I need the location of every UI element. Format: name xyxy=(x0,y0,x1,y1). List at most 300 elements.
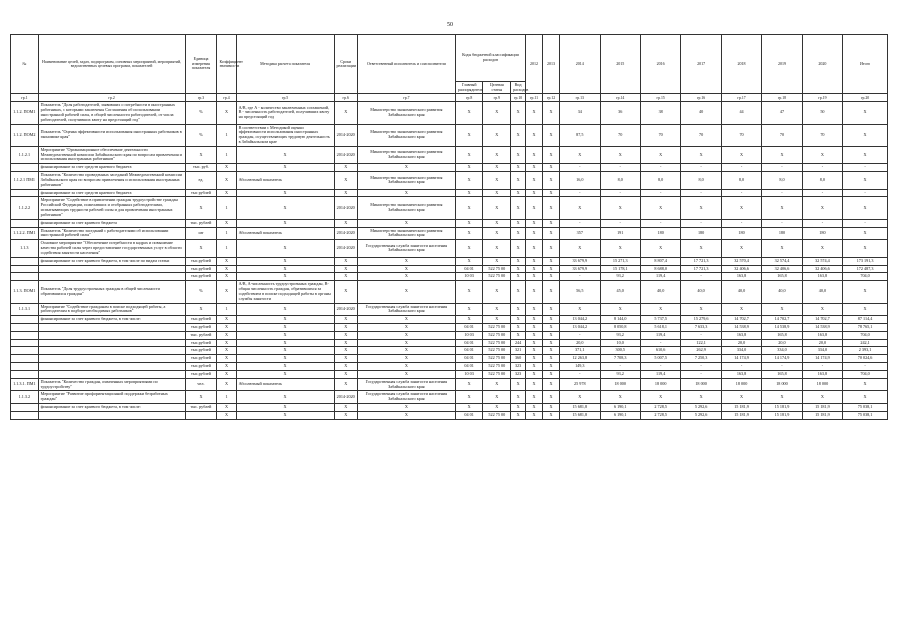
table-cell: Х xyxy=(762,240,802,257)
table-cell: Х xyxy=(526,257,543,265)
table-cell: Х xyxy=(334,172,357,189)
table-cell: 8,0 xyxy=(762,172,802,189)
column-number: гр.8 xyxy=(455,94,483,102)
table-cell: Х xyxy=(217,265,236,273)
table-cell: Х xyxy=(217,339,236,347)
table-cell xyxy=(11,339,39,347)
table-cell: 32 406,6 xyxy=(802,265,842,273)
table-cell: Х xyxy=(357,281,455,303)
table-cell: Х xyxy=(843,124,888,146)
table-cell: 704,0 xyxy=(843,273,888,281)
table-cell: Х xyxy=(236,257,334,265)
table-row xyxy=(11,197,888,219)
table-cell: Х xyxy=(526,146,543,163)
table-row xyxy=(11,273,888,281)
table-cell: Мероприятие "Содействие в привлечении граждан трудоустройстве граждан Российской Федерации, пожелавших и отобранных работодателями, испытывающих трудности рабочей силы и для привлечения иностранных работников" xyxy=(38,197,185,219)
header-main-manager: Главный распорядитель xyxy=(455,82,483,94)
table-cell: 15 279,6 xyxy=(681,316,721,324)
table-cell xyxy=(11,331,39,339)
table-cell: 5 618,1 xyxy=(640,324,680,332)
table-row xyxy=(11,355,888,363)
table-cell: Х xyxy=(483,146,511,163)
table-cell: 2 393,1 xyxy=(843,347,888,355)
table-cell: 2 728,5 xyxy=(640,404,680,412)
table-cell: - xyxy=(560,370,600,378)
column-number: гр.19 xyxy=(802,94,842,102)
table-cell: - xyxy=(600,164,640,172)
table-cell: Х xyxy=(843,146,888,163)
table-cell: 04 01 xyxy=(455,347,483,355)
table-cell: Х xyxy=(511,102,526,124)
table-cell: 87 114,4 xyxy=(843,316,888,324)
table-cell: Х xyxy=(543,411,560,419)
table-cell: % xyxy=(185,102,217,124)
table-row xyxy=(11,164,888,172)
table-cell: Х xyxy=(455,146,483,163)
column-number: гр.1 xyxy=(11,94,39,102)
table-cell: - xyxy=(681,370,721,378)
table-cell: 1 xyxy=(217,124,236,146)
table-cell: 1.1.2.1 xyxy=(11,146,39,163)
table-cell: - xyxy=(640,363,680,371)
table-cell: 1 xyxy=(217,197,236,219)
table-cell: 14 538,9 xyxy=(762,324,802,332)
column-number: гр.16 xyxy=(681,94,721,102)
table-cell: Х xyxy=(526,265,543,273)
table-cell: Х xyxy=(357,324,455,332)
table-cell: Государственная служба занятости населения Забайкальского края xyxy=(357,303,455,316)
table-cell: Х xyxy=(543,404,560,412)
table-cell: 15 178,1 xyxy=(600,265,640,273)
table-cell: 165,8 xyxy=(762,331,802,339)
table-cell: Мероприятие "Организационное обеспечение деятельности Межведомственной комиссии Забайкальского края по вопросам привлечения и использования иностранных работников" xyxy=(38,146,185,163)
table-cell xyxy=(11,219,39,227)
table-cell: 1.1.2. ПОМ2 xyxy=(11,124,39,146)
table-cell: 2014-2020 xyxy=(334,146,357,163)
table-cell: 149,3 xyxy=(560,363,600,371)
table-cell: Х xyxy=(455,197,483,219)
table-cell xyxy=(38,355,185,363)
table-cell: 10 03 xyxy=(455,273,483,281)
table-cell: Х xyxy=(511,257,526,265)
table-cell: Х xyxy=(600,240,640,257)
table-cell: Х xyxy=(483,227,511,240)
table-cell: Х xyxy=(843,378,888,391)
table-cell xyxy=(11,324,39,332)
table-cell: 119,4 xyxy=(640,273,680,281)
table-cell: 70 xyxy=(681,124,721,146)
table-cell: Х xyxy=(236,303,334,316)
table-cell: Х xyxy=(526,391,543,404)
table-cell: 75 038,1 xyxy=(843,404,888,412)
table-row xyxy=(11,172,888,189)
table-cell: 25 978 xyxy=(560,378,600,391)
table-cell: 12 263,8 xyxy=(560,355,600,363)
table-cell xyxy=(185,411,217,419)
table-row xyxy=(11,219,888,227)
table-cell xyxy=(11,411,39,419)
table-cell: Х xyxy=(236,164,334,172)
table-cell: тыс.рублей xyxy=(185,324,217,332)
table-cell: Х xyxy=(236,339,334,347)
table-cell xyxy=(11,265,39,273)
table-cell: 165,8 xyxy=(762,370,802,378)
table-cell: 122,1 xyxy=(681,339,721,347)
table-cell: Х xyxy=(455,257,483,265)
table-cell: Мероприятие "Развитие профориентационной поддержки безработных граждан" xyxy=(38,391,185,404)
table-cell: Х xyxy=(455,378,483,391)
table-cell xyxy=(38,324,185,332)
table-cell: Х xyxy=(511,378,526,391)
table-cell: 13 044,2 xyxy=(560,316,600,324)
table-cell: Х xyxy=(236,363,334,371)
table-cell: 70 024,6 xyxy=(843,355,888,363)
table-cell: Х xyxy=(236,240,334,257)
table-cell: - xyxy=(640,339,680,347)
table-cell: Х xyxy=(526,404,543,412)
table-cell: 522 75 00 xyxy=(483,370,511,378)
header-term: Сроки реализации xyxy=(334,35,357,94)
table-cell: 10 03 xyxy=(455,370,483,378)
table-cell: Х xyxy=(543,197,560,219)
table-cell: Х xyxy=(217,219,236,227)
table-row xyxy=(11,265,888,273)
table-cell: ед. xyxy=(185,172,217,189)
table-cell: - xyxy=(600,189,640,197)
table-cell: 323 xyxy=(511,363,526,371)
program-table xyxy=(10,34,888,420)
table-cell: Х xyxy=(334,370,357,378)
table-cell: - xyxy=(640,189,680,197)
table-row xyxy=(11,370,888,378)
table-cell: Х xyxy=(511,411,526,419)
table-cell: 334,0 xyxy=(762,347,802,355)
table-cell: 5 007,5 xyxy=(640,355,680,363)
table-cell: Министерство экономического развития Забайкальского края xyxy=(357,102,455,124)
table-cell: Х xyxy=(526,370,543,378)
table-cell: Х xyxy=(511,391,526,404)
table-cell: тыс.рублей xyxy=(185,363,217,371)
table-cell: 1 xyxy=(217,240,236,257)
table-cell: А/В, где А - количество заключенных соглашений, В - численность работодателей, получивших квоту на предстоящий год xyxy=(236,102,334,124)
table-cell: 180 xyxy=(802,227,842,240)
table-cell: 32 574,4 xyxy=(802,257,842,265)
table-cell: 321 xyxy=(511,347,526,355)
table-cell: тыс.рублей xyxy=(185,355,217,363)
table-cell: Х xyxy=(483,102,511,124)
table-cell: чел. xyxy=(185,378,217,391)
table-cell: 15 181,9 xyxy=(762,411,802,419)
table-cell: Х xyxy=(357,316,455,324)
table-cell: Х xyxy=(511,124,526,146)
table-cell: 2014-2020 xyxy=(334,391,357,404)
table-cell: Х xyxy=(511,227,526,240)
table-cell: 1 xyxy=(217,146,236,163)
table-cell: 10,0 xyxy=(600,339,640,347)
table-cell: Х xyxy=(543,316,560,324)
table-cell: 14 702,7 xyxy=(762,316,802,324)
table-cell: Х xyxy=(511,240,526,257)
table-cell: 15 181,9 xyxy=(802,411,842,419)
table-cell: 8,0 xyxy=(600,172,640,189)
table-cell: 40,0 xyxy=(802,281,842,303)
table-cell: - xyxy=(843,164,888,172)
table-cell: 36 xyxy=(600,102,640,124)
table-cell: 40,0 xyxy=(681,281,721,303)
table-cell: 1.1.3. ПОМ1 xyxy=(11,281,39,303)
table-cell: 5 292,6 xyxy=(681,411,721,419)
table-cell: Х xyxy=(357,370,455,378)
table-cell: 2014-2020 xyxy=(334,303,357,316)
table-cell: Х xyxy=(236,265,334,273)
column-number: гр.4 xyxy=(217,94,236,102)
table-cell: - xyxy=(762,189,802,197)
header-total: Итого xyxy=(843,35,888,94)
table-cell: 14 538,9 xyxy=(802,324,842,332)
table-cell: Х xyxy=(357,219,455,227)
table-cell: 5 737,5 xyxy=(640,316,680,324)
table-cell: - xyxy=(681,363,721,371)
table-cell: 2014-2020 xyxy=(334,240,357,257)
table-cell: Х xyxy=(217,281,236,303)
table-cell: Х xyxy=(185,146,217,163)
table-cell: 40,0 xyxy=(640,281,680,303)
table-cell: 522 75 00 xyxy=(483,347,511,355)
table-cell: Х xyxy=(217,378,236,391)
table-cell: Х xyxy=(802,391,842,404)
table-cell: 7 250,3 xyxy=(681,355,721,363)
table-row xyxy=(11,404,888,412)
table-cell: финансирование за счет краевого бюджета, в том числе по видам статьи xyxy=(38,257,185,265)
table-row xyxy=(11,281,888,303)
table-cell: 8 807,4 xyxy=(640,257,680,265)
table-cell: А/В, А-численность трудоустроенных граждан, В-общая численность граждан, обратившихся за содействием в поиске подходящей работы в органы службы занятости xyxy=(236,281,334,303)
table-cell: 173 191,3 xyxy=(843,257,888,265)
table-cell: 70 xyxy=(640,124,680,146)
table-cell: Х xyxy=(334,257,357,265)
table-cell: 93,2 xyxy=(600,331,640,339)
table-cell: 04 01 xyxy=(455,411,483,419)
table-cell: 32 406,6 xyxy=(762,265,802,273)
table-cell: 32 570,4 xyxy=(721,257,761,265)
table-cell: 522 75 00 xyxy=(483,273,511,281)
table-cell: Х xyxy=(217,102,236,124)
table-cell: Х xyxy=(543,257,560,265)
table-cell: Х xyxy=(843,303,888,316)
table-cell: Х xyxy=(455,227,483,240)
table-row xyxy=(11,146,888,163)
table-cell: 1.1.3.1. ПМ1 xyxy=(11,378,39,391)
table-cell: 165,8 xyxy=(762,273,802,281)
table-cell: 522 75 00 xyxy=(483,339,511,347)
table-cell: тыс. рублей xyxy=(185,404,217,412)
table-cell: Х xyxy=(511,172,526,189)
header-method: Методика расчета показателя xyxy=(236,35,334,94)
table-cell: Х xyxy=(217,164,236,172)
table-cell: Показатель "Доля трудоустроенных граждан в общей численности обратившихся граждан" xyxy=(38,281,185,303)
table-cell xyxy=(11,363,39,371)
table-cell: 172 487,3 xyxy=(843,265,888,273)
table-cell xyxy=(11,273,39,281)
table-cell: Х xyxy=(455,164,483,172)
table-cell: 70 xyxy=(762,124,802,146)
table-cell: шт xyxy=(185,227,217,240)
table-cell: % xyxy=(185,281,217,303)
table-cell: 1.1.2.2. ПМ1 xyxy=(11,227,39,240)
table-cell: 1.1.2.2 xyxy=(11,197,39,219)
header-2018: 2018 xyxy=(721,35,761,94)
table-cell: 242,1 xyxy=(843,339,888,347)
table-cell: - xyxy=(681,219,721,227)
table-cell: 40,0 xyxy=(721,281,761,303)
table-cell: Х xyxy=(334,355,357,363)
column-number: гр.9 xyxy=(483,94,511,102)
table-cell: 610,6 xyxy=(640,347,680,355)
table-cell: Х xyxy=(483,240,511,257)
table-cell: Х xyxy=(681,197,721,219)
table-cell: 704,0 xyxy=(843,331,888,339)
table-cell: - xyxy=(560,164,600,172)
table-cell: 8,0 xyxy=(640,172,680,189)
table-cell: 1 xyxy=(217,391,236,404)
table-cell: Х xyxy=(334,102,357,124)
table-cell xyxy=(11,355,39,363)
table-cell: Х xyxy=(511,316,526,324)
table-cell: Х xyxy=(455,316,483,324)
table-cell: - xyxy=(560,273,600,281)
table-cell: 180 xyxy=(681,227,721,240)
table-cell: 323 xyxy=(511,370,526,378)
table-cell: Министерство экономического развития Забайкальского края xyxy=(357,197,455,219)
table-cell: Х xyxy=(543,370,560,378)
table-cell: 14 174,9 xyxy=(721,355,761,363)
table-cell: 20,0 xyxy=(721,339,761,347)
table-cell: Х xyxy=(681,303,721,316)
table-cell: тыс. рублей xyxy=(185,219,217,227)
table-cell: 360 xyxy=(511,355,526,363)
table-row xyxy=(11,324,888,332)
table-cell: 2014-2020 xyxy=(334,197,357,219)
table-cell: Х xyxy=(526,227,543,240)
table-cell: 6 190,1 xyxy=(600,411,640,419)
table-cell: 04 01 xyxy=(455,355,483,363)
column-number: гр.14 xyxy=(600,94,640,102)
table-cell: Х xyxy=(721,197,761,219)
table-cell: Х xyxy=(357,273,455,281)
table-cell: 18 000 xyxy=(802,378,842,391)
table-cell: 6 190,1 xyxy=(600,404,640,412)
table-cell: 20,0 xyxy=(560,339,600,347)
table-cell: Х xyxy=(455,102,483,124)
table-cell: 2014-2020 xyxy=(334,124,357,146)
table-cell: Х xyxy=(483,219,511,227)
table-cell: Х xyxy=(681,240,721,257)
table-cell: % xyxy=(185,124,217,146)
table-cell: Х xyxy=(334,164,357,172)
column-number: гр.20 xyxy=(843,94,888,102)
table-cell: 47 xyxy=(762,102,802,124)
table-cell: Х xyxy=(217,411,236,419)
table-cell: Х xyxy=(483,164,511,172)
table-cell: Х xyxy=(526,281,543,303)
table-cell: Х xyxy=(543,227,560,240)
table-cell: Х xyxy=(185,197,217,219)
table-cell: Государственная служба занятости населения Забайкальского края xyxy=(357,378,455,391)
table-cell: Х xyxy=(357,363,455,371)
table-cell: Х xyxy=(526,347,543,355)
table-cell: Показатель "Количество проведенных заседаний Межведомственной комиссии Забайкальского края по вопросам привлечения и использования иностранных работников" xyxy=(38,172,185,189)
table-cell: Х xyxy=(217,363,236,371)
table-cell: 163,8 xyxy=(802,273,842,281)
table-cell: 8,0 xyxy=(721,172,761,189)
table-cell: 8 144,0 xyxy=(600,316,640,324)
column-number: гр.18 xyxy=(762,94,802,102)
table-cell: 18 000 xyxy=(762,378,802,391)
header-2016: 2016 xyxy=(640,35,680,94)
table-cell: Х xyxy=(526,273,543,281)
table-cell: Показатель "Оценка эффективности использования иностранных работников в экономике края" xyxy=(38,124,185,146)
table-cell: Х xyxy=(543,378,560,391)
table-cell: Х xyxy=(511,146,526,163)
table-cell: Х xyxy=(217,189,236,197)
table-cell: 14 702,7 xyxy=(802,316,842,324)
table-cell: Х xyxy=(357,189,455,197)
table-cell: тыс. руб. xyxy=(185,164,217,172)
column-number: гр.11 xyxy=(526,94,543,102)
table-cell: Х xyxy=(843,172,888,189)
table-cell: 93,2 xyxy=(600,273,640,281)
column-number: гр.7 xyxy=(357,94,455,102)
table-cell: 180 xyxy=(640,227,680,240)
table-cell: 45,0 xyxy=(600,281,640,303)
table-cell: Х xyxy=(483,391,511,404)
table-cell: 522 75 00 xyxy=(483,411,511,419)
table-cell: 334,0 xyxy=(721,347,761,355)
table-cell: Министерство экономического развития Забайкальского края xyxy=(357,227,455,240)
table-cell: 8,0 xyxy=(681,172,721,189)
table-row xyxy=(11,363,888,371)
table-cell: Х xyxy=(455,303,483,316)
column-number-row xyxy=(11,94,888,102)
table-cell: Х xyxy=(543,102,560,124)
table-cell: - xyxy=(762,363,802,371)
table-cell: 522 75 00 xyxy=(483,265,511,273)
table-cell: Х xyxy=(543,347,560,355)
table-cell: Х xyxy=(236,355,334,363)
table-cell: 18 000 xyxy=(640,378,680,391)
table-cell: Х xyxy=(334,219,357,227)
table-cell: Х xyxy=(217,316,236,324)
table-cell: Х xyxy=(334,339,357,347)
table-cell xyxy=(11,347,39,355)
column-number: гр.17 xyxy=(721,94,761,102)
table-cell: Х xyxy=(526,411,543,419)
table-cell: Х xyxy=(526,316,543,324)
table-cell: Х xyxy=(640,146,680,163)
table-cell: Х xyxy=(511,219,526,227)
table-cell: Х xyxy=(526,355,543,363)
column-number: гр.12 xyxy=(543,94,560,102)
table-cell: 40,0 xyxy=(762,281,802,303)
table-cell: Х xyxy=(560,391,600,404)
header-name: Наименование целей, задач, подпрограмм, основных мероприятий, мероприятий, ведомственных целевых программ, показателей xyxy=(38,35,185,94)
table-cell: Х xyxy=(543,265,560,273)
table-cell: Х xyxy=(526,363,543,371)
table-cell: 1 xyxy=(217,303,236,316)
table-cell: Х xyxy=(543,240,560,257)
table-cell: Х xyxy=(217,257,236,265)
table-cell: Х xyxy=(526,378,543,391)
